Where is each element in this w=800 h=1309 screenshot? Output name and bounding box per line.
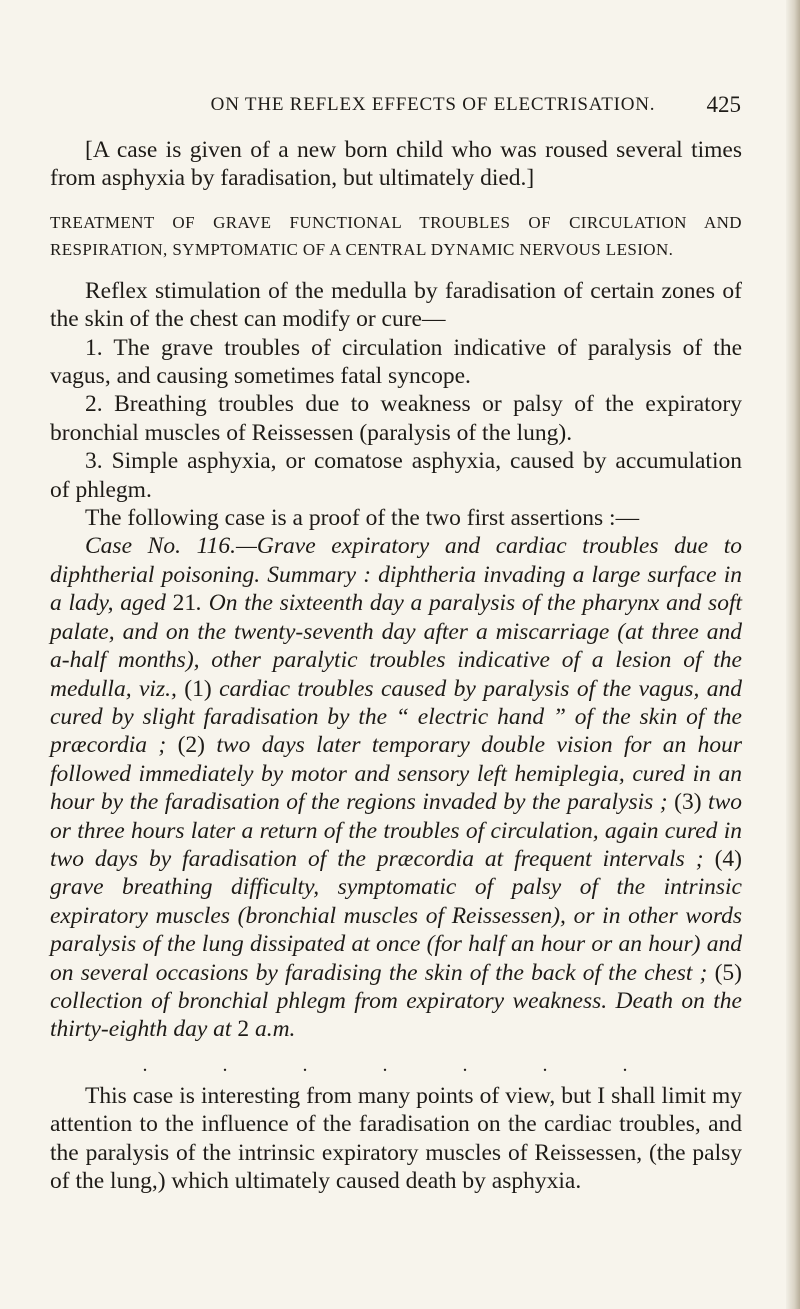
intro-note: [A case is given of a new born child who was roused several times from asphyxia by faradisation, but ultimately died.] (50, 137, 742, 192)
case-num-4: (4) (714, 845, 742, 872)
case-num-3: (3) (674, 789, 702, 816)
case-num-2: (2) (177, 732, 206, 759)
ellipsis-dot: . (622, 1053, 628, 1076)
ellipsis-dot: . (222, 1053, 228, 1076)
ellipsis-dot: . (302, 1053, 308, 1076)
case-item-1: cardiac troubles caused by paralysis of the vagus, and cured by slight faradisation by the “ electric hand ” of the skin of the præcordia ; (50, 675, 742, 759)
section-heading: TREATMENT OF GRAVE FUNCTIONAL TROUBLES OF CIRCULATION AND RESPIRATION, SYMPTOMATIC OF A CENTRAL DYNAMIC NERVOUS LESION. (50, 212, 742, 259)
paragraph-following-case: The following case is a proof of the two first assertions :— (85, 505, 640, 532)
closing-paragraph: This case is interesting from many points of view, but I shall limit my attention to the influence of the faradisation on the cardiac troubles, and the paralysis of the intrinsic expiratory muscles of Reissessen, (the palsy of the lung,) which ultimately caused death by asphyxia. (50, 1082, 742, 1194)
case-text: —Grave expiratory and cardiac troubles due to diphtherial poisoning. Summary : diphtheria invading a large surface in a lady, aged (50, 533, 742, 617)
case-report (50, 532, 742, 1043)
page-edge (786, 0, 800, 1309)
case-num-1: (1) (184, 675, 212, 702)
list-item-2: 2. Breathing troubles due to weakness or palsy of the expiratory bronchial muscles of Reissessen (paralysis of the lung). (50, 391, 742, 446)
ellipsis-dot: . (142, 1053, 148, 1076)
case-text-2: . On the sixteenth day a paralysis of the pharynx and soft palate, and on the twenty-seventh day after a miscarriage (at three and a-half months), other paralytic troubles indicative of a lesion of the medulla, viz., (50, 590, 743, 702)
case-age: 21 (172, 590, 197, 617)
paragraph-reflex: Reflex stimulation of the medulla by faradisation of certain zones of the skin of the chest can modify or cure— (50, 277, 742, 333)
case-item-5: collection of bronchial phlegm from expiratory weakness. Death on the thirty-eighth day at (50, 987, 742, 1043)
page-header (125, 92, 741, 122)
case-item-6: a.m. (249, 1016, 296, 1043)
ellipsis-row (105, 1054, 665, 1076)
case-label: Case No. 116. (85, 533, 236, 560)
ellipsis-dot: . (542, 1053, 548, 1076)
running-head: ON THE REFLEX EFFECTS OF ELECTRISATION. (210, 94, 656, 115)
case-item-4: grave breathing difficulty, symptomatic of palsy of the intrinsic expiratory muscles (bronchial muscles of Reissessen), or in other words paralysis of the lung dissipated at once (for half an hour or an hour) and on several occasions by faradising the skin of the back of the chest ; (50, 874, 742, 986)
case-item-2: two days later temporary double vision for an hour followed immediately by motor and sensory left hemiplegia, cured in an hour by the faradisation of the regions invaded by the paralysis ; (50, 732, 742, 816)
list-item-1: 1. The grave troubles of circulation indicative of paralysis of the vagus, and causing sometimes fatal syncope. (50, 334, 742, 390)
page-number: 425 (706, 92, 741, 117)
case-time: 2 (237, 1016, 250, 1043)
case-num-5: (5) (714, 959, 742, 986)
ellipsis-dot: . (462, 1053, 468, 1076)
list-item-3: 3. Simple asphyxia, or comatose asphyxia, caused by accumulation of phlegm. (50, 448, 742, 503)
case-item-3: two or three hours later a return of the troubles of circulation, again cured in two days by faradisation of the præcordia at frequent intervals ; (50, 789, 742, 872)
ellipsis-dot: . (382, 1053, 388, 1076)
body-text (50, 136, 742, 1195)
